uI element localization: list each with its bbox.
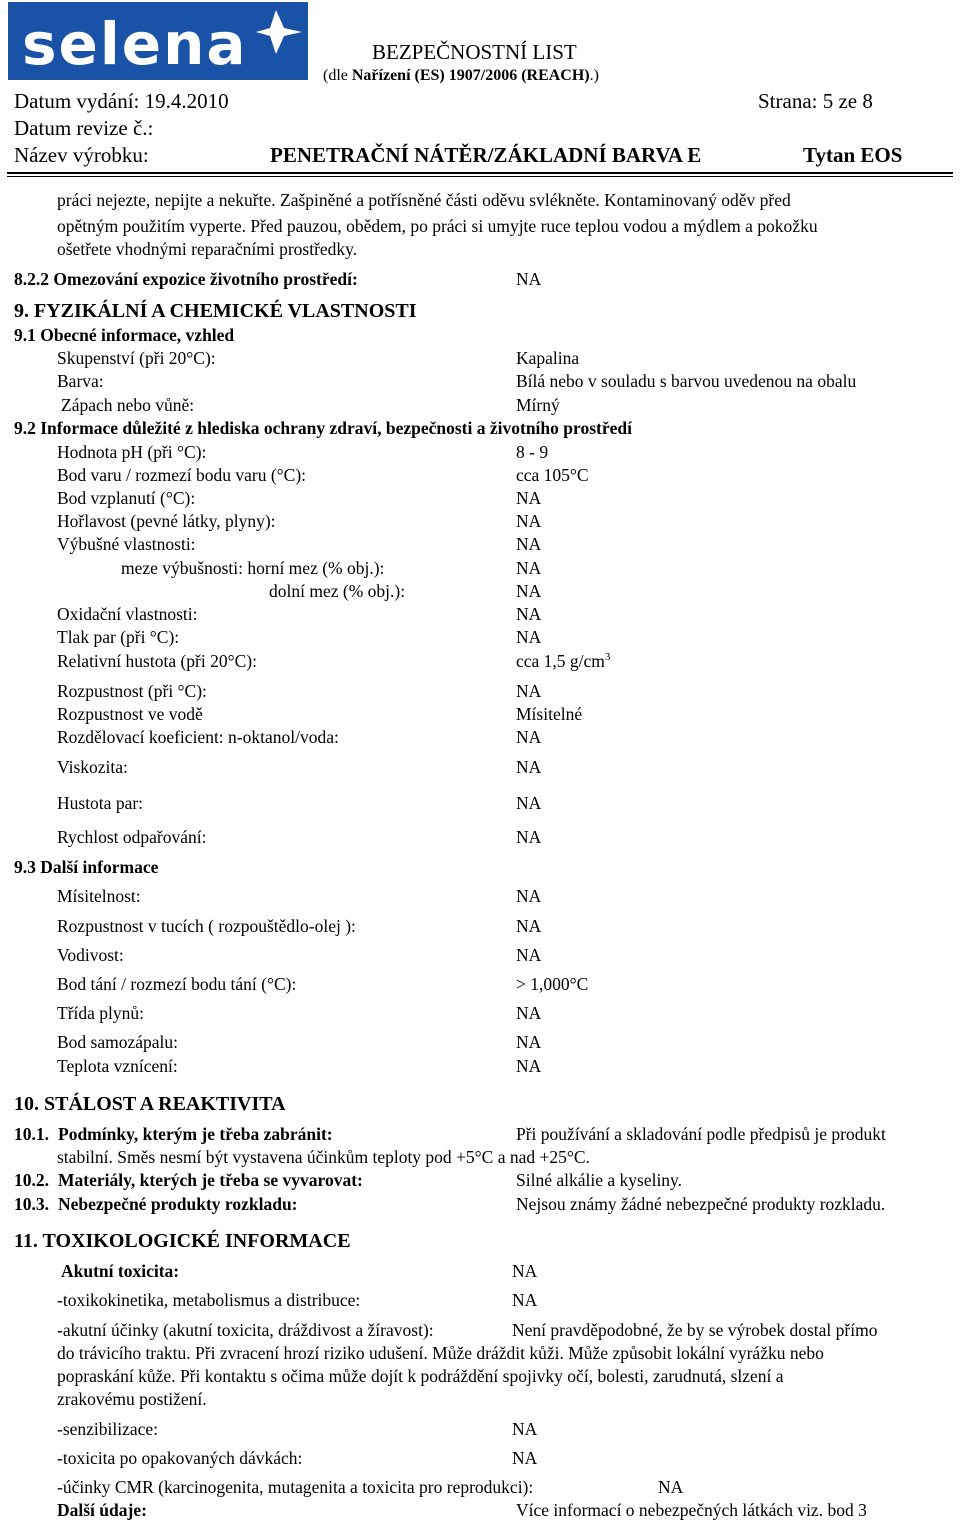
cmr-effects-value: NA bbox=[658, 1477, 684, 1497]
property-label: Rozpustnost (při °C): bbox=[57, 681, 207, 701]
acute-toxicity-label: Akutní toxicita: bbox=[61, 1261, 180, 1281]
property-label: Oxidační vlastnosti: bbox=[57, 604, 198, 624]
section-9-3-title: 9.3 Další informace bbox=[14, 857, 159, 877]
property-value: NA bbox=[516, 681, 542, 701]
property-label: Výbušné vlastnosti: bbox=[57, 534, 196, 554]
property-label: Bod tání / rozmezí bodu tání (°C): bbox=[57, 974, 297, 994]
selena-logo-mark bbox=[8, 2, 308, 80]
product-brand: Tytan EOS bbox=[803, 143, 903, 167]
selena-logo bbox=[8, 2, 308, 80]
property-label: Hodnota pH (při °C): bbox=[57, 442, 207, 462]
property-label: Zápach nebo vůně: bbox=[61, 395, 195, 415]
document-title: BEZPEČNOSTNÍ LIST bbox=[372, 40, 577, 64]
acute-effects-text: do trávicího traktu. Při zvracení hrozí riziko udušení. Může dráždit kůži. Může způsobit lokální vyrážku nebo bbox=[57, 1343, 824, 1363]
property-label: dolní mez (% obj.): bbox=[269, 581, 406, 601]
section-9-title: 9. FYZIKÁLNÍ A CHEMICKÉ VLASTNOSTI bbox=[14, 300, 417, 322]
section-10-3-number: 10.3. bbox=[14, 1194, 49, 1214]
section-8-2-2-value: NA bbox=[516, 269, 542, 289]
property-value: > 1,000°C bbox=[516, 974, 589, 994]
property-value: NA bbox=[516, 1003, 542, 1023]
section-9-1-title: 9.1 Obecné informace, vzhled bbox=[14, 325, 235, 345]
property-label: Třída plynů: bbox=[57, 1003, 144, 1023]
property-label: Rozdělovací koeficient: n-oktanol/voda: bbox=[57, 727, 339, 747]
property-value: NA bbox=[516, 581, 542, 601]
revision-date: Datum revize č.: bbox=[14, 116, 154, 140]
section-11-title: 11. TOXIKOLOGICKÉ INFORMACE bbox=[14, 1230, 351, 1252]
property-value: NA bbox=[516, 916, 542, 936]
header-divider-thin bbox=[7, 176, 953, 177]
acute-effects-label: -akutní účinky (akutní toxicita, dráždivost a žíravost): bbox=[57, 1320, 434, 1340]
property-value: NA bbox=[516, 604, 542, 624]
sensitization-label: -senzibilizace: bbox=[57, 1419, 159, 1439]
property-value: Mírný bbox=[516, 395, 560, 415]
property-value: NA bbox=[516, 886, 542, 906]
property-label: Hořlavost (pevné látky, plyny): bbox=[57, 511, 276, 531]
property-value: cca 105°C bbox=[516, 465, 589, 485]
regulation-reference: (dle Nařízení (ES) 1907/2006 (REACH).) bbox=[323, 67, 599, 84]
property-label: Relativní hustota (při 20°C): bbox=[57, 651, 257, 671]
section-10-1-continued: stabilní. Směs nesmí být vystavena účinkům teploty pod +5°C a nad +25°C. bbox=[57, 1147, 590, 1167]
further-info-value: Více informací o nebezpečných látkách viz. bod 3 bbox=[516, 1500, 867, 1520]
property-value: cca 1,5 $g/cm^3$ bbox=[516, 651, 611, 671]
property-label: Mísitelnost: bbox=[57, 886, 141, 906]
property-value: NA bbox=[516, 534, 542, 554]
logo-text: selena bbox=[22, 10, 248, 78]
section-10-1-number: 10.1. bbox=[14, 1124, 49, 1144]
property-value: NA bbox=[516, 488, 542, 508]
property-value: 8 - 9 bbox=[516, 442, 549, 462]
property-label: Hustota par: bbox=[57, 793, 144, 813]
property-value: Mísitelné bbox=[516, 704, 583, 724]
cmr-effects-label: -účinky CMR (karcinogenita, mutagenita a toxicita pro reprodukci): bbox=[57, 1477, 534, 1497]
property-label: Bod samozápalu: bbox=[57, 1032, 179, 1052]
section-10-title: 10. STÁLOST A REAKTIVITA bbox=[14, 1093, 286, 1115]
acute-effects-text: zrakovému postižení. bbox=[57, 1389, 207, 1409]
intro-line: ošetřete vhodnými reparačními prostředky. bbox=[57, 239, 358, 259]
toxicokinetics-label: -toxikokinetika, metabolismus a distribuce: bbox=[57, 1290, 361, 1310]
property-label: Bod varu / rozmezí bodu varu (°C): bbox=[57, 465, 307, 485]
property-value: NA bbox=[516, 827, 542, 847]
property-label: Bod vzplanutí (°C): bbox=[57, 488, 196, 508]
repeated-dose-label: -toxicita po opakovaných dávkách: bbox=[57, 1448, 303, 1468]
property-value: NA bbox=[516, 511, 542, 531]
product-name: PENETRAČNÍ NÁTĚR/ZÁKLADNÍ BARVA E bbox=[270, 143, 702, 167]
further-info-label: Další údaje: bbox=[57, 1500, 147, 1520]
property-label: Vodivost: bbox=[57, 945, 124, 965]
section-10-1-label: Podmínky, kterým je třeba zabránit: bbox=[58, 1124, 333, 1144]
toxicokinetics-value: NA bbox=[512, 1290, 538, 1310]
acute-toxicity-value: NA bbox=[512, 1261, 538, 1281]
property-label: Tlak par (při °C): bbox=[57, 627, 180, 647]
property-value: NA bbox=[516, 627, 542, 647]
product-label: Název výrobku: bbox=[14, 143, 149, 167]
property-value: Kapalina bbox=[516, 348, 580, 368]
property-label: Viskozita: bbox=[57, 757, 128, 777]
property-value: NA bbox=[516, 1032, 542, 1052]
section-10-2-label: Materiály, kterých je třeba se vyvarovat: bbox=[58, 1170, 363, 1190]
property-label: Rozpustnost v tucích ( rozpouštědlo-olej ): bbox=[57, 916, 356, 936]
property-label: Skupenství (při 20°C): bbox=[57, 348, 216, 368]
section-9-2-title: 9.2 Informace důležité z hlediska ochrany zdraví, bezpečnosti a životního prostředí bbox=[14, 418, 632, 438]
property-label: Teplota vznícení: bbox=[57, 1056, 178, 1076]
property-label: Rozpustnost ve vodě bbox=[57, 704, 203, 724]
section-10-2-number: 10.2. bbox=[14, 1170, 49, 1190]
intro-line: práci nejezte, nepijte a nekuřte. Zašpiněné a potřísněné části oděvu svlékněte. Kontaminovaný oděv před bbox=[57, 190, 791, 210]
property-value: NA bbox=[516, 793, 542, 813]
property-value: Bílá nebo v souladu s barvou uvedenou na obalu bbox=[516, 371, 857, 391]
section-10-3-value: Nejsou známy žádné nebezpečné produkty rozkladu. bbox=[516, 1194, 886, 1214]
property-value: NA bbox=[516, 1056, 542, 1076]
property-value: NA bbox=[516, 945, 542, 965]
acute-effects-text: popraskání kůže. Při kontaktu s očima může dojít k podráždění spojivky očí, bolesti, zarudnutá, slzení a bbox=[57, 1366, 784, 1386]
sensitization-value: NA bbox=[512, 1419, 538, 1439]
property-value: NA bbox=[516, 757, 542, 777]
property-value: NA bbox=[516, 558, 542, 578]
property-value: NA bbox=[516, 727, 542, 747]
page-number: Strana: 5 ze 8 bbox=[758, 89, 873, 113]
section-10-3-label: Nebezpečné produkty rozkladu: bbox=[58, 1194, 298, 1214]
header-divider bbox=[7, 172, 953, 174]
intro-line: opětným použitím vyperte. Před pauzou, obědem, po práci si umyjte ruce teplou vodou a mýdlem a pokožku bbox=[57, 216, 818, 236]
section-10-1-value: Při používání a skladování podle předpisů je produkt bbox=[516, 1124, 886, 1144]
property-label: Barva: bbox=[57, 371, 104, 391]
property-label: meze výbušnosti: horní mez (% obj.): bbox=[121, 558, 385, 578]
acute-effects-value: Není pravděpodobné, že by se výrobek dostal přímo bbox=[512, 1320, 878, 1340]
property-label: Rychlost odpařování: bbox=[57, 827, 207, 847]
issue-date: Datum vydání: 19.4.2010 bbox=[14, 89, 229, 113]
repeated-dose-value: NA bbox=[512, 1448, 538, 1468]
section-10-2-value: Silné alkálie a kyseliny. bbox=[516, 1170, 683, 1190]
section-8-2-2-label: 8.2.2 Omezování expozice životního prostředí: bbox=[14, 269, 358, 289]
